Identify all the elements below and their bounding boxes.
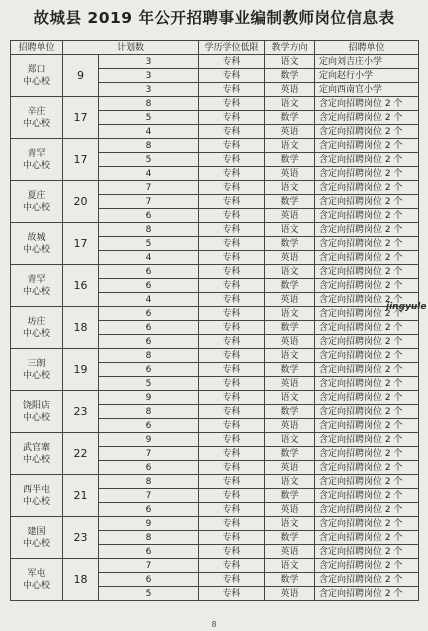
post-note: 含定向招聘岗位 2 个 xyxy=(315,503,419,517)
degree-min: 专科 xyxy=(199,335,265,349)
table-row xyxy=(11,139,419,153)
subject: 英语 xyxy=(265,209,315,223)
table-row xyxy=(11,265,419,279)
post-count: 6 xyxy=(99,209,199,223)
subject: 语文 xyxy=(265,223,315,237)
post-count: 6 xyxy=(99,335,199,349)
post-note: 定向赵行小学 xyxy=(315,69,419,83)
unit-name: 青罕 中心校 xyxy=(11,265,63,307)
post-note: 含定向招聘岗位 2 个 xyxy=(315,293,419,307)
post-note: 含定向招聘岗位 2 个 xyxy=(315,125,419,139)
post-count: 5 xyxy=(99,237,199,251)
degree-min: 专科 xyxy=(199,433,265,447)
post-note: 含定向招聘岗位 2 个 xyxy=(315,181,419,195)
post-count: 5 xyxy=(99,111,199,125)
table-header-row xyxy=(11,41,419,55)
subject: 语文 xyxy=(265,139,315,153)
degree-min: 专科 xyxy=(199,349,265,363)
unit-plan-total: 17 xyxy=(63,97,99,139)
post-note: 含定向招聘岗位 2 个 xyxy=(315,447,419,461)
subject: 数学 xyxy=(265,153,315,167)
unit-plan-total: 18 xyxy=(63,307,99,349)
subject: 英语 xyxy=(265,503,315,517)
header-post: 招聘单位 xyxy=(315,41,419,55)
post-count: 3 xyxy=(99,69,199,83)
post-note: 含定向招聘岗位 2 个 xyxy=(315,391,419,405)
post-count: 7 xyxy=(99,195,199,209)
subject: 数学 xyxy=(265,111,315,125)
post-note: 含定向招聘岗位 2 个 xyxy=(315,419,419,433)
post-note: 含定向招聘岗位 2 个 xyxy=(315,251,419,265)
post-note: 定向西南官小学 xyxy=(315,83,419,97)
post-note: 含定向招聘岗位 2 个 xyxy=(315,237,419,251)
degree-min: 专科 xyxy=(199,489,265,503)
subject: 数学 xyxy=(265,531,315,545)
post-note: 含定向招聘岗位 2 个 xyxy=(315,461,419,475)
subject: 数学 xyxy=(265,279,315,293)
post-note: 含定向招聘岗位 2 个 xyxy=(315,139,419,153)
unit-name: 夏庄 中心校 xyxy=(11,181,63,223)
subject: 语文 xyxy=(265,559,315,573)
post-note: 含定向招聘岗位 2 个 xyxy=(315,97,419,111)
unit-name: 建国 中心校 xyxy=(11,517,63,559)
post-note: 含定向招聘岗位 2 个 xyxy=(315,405,419,419)
post-note: 含定向招聘岗位 2 个 xyxy=(315,279,419,293)
degree-min: 专科 xyxy=(199,321,265,335)
post-note: 含定向招聘岗位 2 个 xyxy=(315,433,419,447)
table-row xyxy=(11,55,419,69)
post-note: 含定向招聘岗位 2 个 xyxy=(315,475,419,489)
post-note: 含定向招聘岗位 2 个 xyxy=(315,335,419,349)
unit-name: 军屯 中心校 xyxy=(11,559,63,601)
subject: 英语 xyxy=(265,293,315,307)
unit-plan-total: 16 xyxy=(63,265,99,307)
subject: 英语 xyxy=(265,461,315,475)
table-body xyxy=(11,55,419,601)
degree-min: 专科 xyxy=(199,97,265,111)
degree-min: 专科 xyxy=(199,209,265,223)
post-note: 含定向招聘岗位 2 个 xyxy=(315,195,419,209)
degree-min: 专科 xyxy=(199,545,265,559)
header-subject: 教学方向 xyxy=(265,41,315,55)
subject: 数学 xyxy=(265,321,315,335)
post-note: 含定向招聘岗位 2 个 xyxy=(315,321,419,335)
post-count: 3 xyxy=(99,83,199,97)
degree-min: 专科 xyxy=(199,139,265,153)
degree-min: 专科 xyxy=(199,419,265,433)
degree-min: 专科 xyxy=(199,237,265,251)
subject: 英语 xyxy=(265,419,315,433)
post-note: 含定向招聘岗位 2 个 xyxy=(315,559,419,573)
post-note: 含定向招聘岗位 2 个 xyxy=(315,489,419,503)
post-count: 4 xyxy=(99,125,199,139)
unit-plan-total: 9 xyxy=(63,55,99,97)
degree-min: 专科 xyxy=(199,167,265,181)
subject: 英语 xyxy=(265,251,315,265)
post-note: 含定向招聘岗位 2 个 xyxy=(315,517,419,531)
degree-min: 专科 xyxy=(199,559,265,573)
subject: 数学 xyxy=(265,489,315,503)
unit-name: 三朗 中心校 xyxy=(11,349,63,391)
subject: 英语 xyxy=(265,335,315,349)
post-count: 5 xyxy=(99,587,199,601)
unit-name: 坊庄 中心校 xyxy=(11,307,63,349)
header-unit: 招聘单位 xyxy=(11,41,63,55)
subject: 语文 xyxy=(265,349,315,363)
degree-min: 专科 xyxy=(199,531,265,545)
post-count: 6 xyxy=(99,321,199,335)
degree-min: 专科 xyxy=(199,55,265,69)
table-row xyxy=(11,391,419,405)
table-row xyxy=(11,517,419,531)
post-note: 含定向招聘岗位 2 个 xyxy=(315,223,419,237)
unit-name: 武官寨 中心校 xyxy=(11,433,63,475)
degree-min: 专科 xyxy=(199,391,265,405)
post-count: 8 xyxy=(99,405,199,419)
post-count: 7 xyxy=(99,181,199,195)
degree-min: 专科 xyxy=(199,181,265,195)
post-count: 5 xyxy=(99,377,199,391)
subject: 数学 xyxy=(265,69,315,83)
table-row xyxy=(11,433,419,447)
unit-plan-total: 19 xyxy=(63,349,99,391)
degree-min: 专科 xyxy=(199,447,265,461)
post-count: 8 xyxy=(99,531,199,545)
post-note: 含定向招聘岗位 2 个 xyxy=(315,545,419,559)
post-count: 4 xyxy=(99,167,199,181)
recruitment-table xyxy=(10,40,419,601)
post-note: 定向刘吉庄小学 xyxy=(315,55,419,69)
post-note: 含定向招聘岗位 2 个 xyxy=(315,167,419,181)
unit-plan-total: 17 xyxy=(63,223,99,265)
table-row xyxy=(11,97,419,111)
unit-name: 青罕 中心校 xyxy=(11,139,63,181)
post-count: 6 xyxy=(99,363,199,377)
unit-name: 饶阳店 中心校 xyxy=(11,391,63,433)
degree-min: 专科 xyxy=(199,125,265,139)
degree-min: 专科 xyxy=(199,363,265,377)
post-count: 8 xyxy=(99,223,199,237)
post-count: 3 xyxy=(99,55,199,69)
subject: 数学 xyxy=(265,573,315,587)
degree-min: 专科 xyxy=(199,573,265,587)
degree-min: 专科 xyxy=(199,223,265,237)
degree-min: 专科 xyxy=(199,587,265,601)
subject: 数学 xyxy=(265,363,315,377)
degree-min: 专科 xyxy=(199,153,265,167)
post-count: 7 xyxy=(99,489,199,503)
post-count: 7 xyxy=(99,559,199,573)
degree-min: 专科 xyxy=(199,377,265,391)
post-note: 含定向招聘岗位 2 个 xyxy=(315,209,419,223)
degree-min: 专科 xyxy=(199,265,265,279)
post-count: 6 xyxy=(99,461,199,475)
post-note: 含定向招聘岗位 2 个 xyxy=(315,531,419,545)
unit-plan-total: 20 xyxy=(63,181,99,223)
post-count: 7 xyxy=(99,447,199,461)
subject: 英语 xyxy=(265,167,315,181)
header-plan: 计划数 xyxy=(63,41,199,55)
unit-name: 故城 中心校 xyxy=(11,223,63,265)
subject: 英语 xyxy=(265,83,315,97)
subject: 语文 xyxy=(265,475,315,489)
post-count: 4 xyxy=(99,293,199,307)
post-count: 6 xyxy=(99,279,199,293)
table-row xyxy=(11,349,419,363)
subject: 数学 xyxy=(265,195,315,209)
post-count: 5 xyxy=(99,153,199,167)
post-count: 6 xyxy=(99,265,199,279)
subject: 语文 xyxy=(265,391,315,405)
post-count: 8 xyxy=(99,349,199,363)
unit-plan-total: 23 xyxy=(63,517,99,559)
table-row xyxy=(11,307,419,321)
subject: 英语 xyxy=(265,377,315,391)
degree-min: 专科 xyxy=(199,111,265,125)
watermark: jingyule xyxy=(386,302,427,312)
post-count: 6 xyxy=(99,419,199,433)
degree-min: 专科 xyxy=(199,251,265,265)
post-count: 4 xyxy=(99,251,199,265)
degree-min: 专科 xyxy=(199,279,265,293)
post-count: 6 xyxy=(99,573,199,587)
subject: 英语 xyxy=(265,587,315,601)
unit-name: 辛庄 中心校 xyxy=(11,97,63,139)
subject: 数学 xyxy=(265,405,315,419)
subject: 语文 xyxy=(265,433,315,447)
subject: 数学 xyxy=(265,447,315,461)
post-count: 8 xyxy=(99,139,199,153)
post-count: 6 xyxy=(99,545,199,559)
post-note: 含定向招聘岗位 2 个 xyxy=(315,111,419,125)
page-title: 故城县 2019 年公开招聘事业编制教师岗位信息表 xyxy=(33,9,395,27)
unit-name: 西半屯 中心校 xyxy=(11,475,63,517)
subject: 英语 xyxy=(265,125,315,139)
degree-min: 专科 xyxy=(199,307,265,321)
subject: 语文 xyxy=(265,181,315,195)
table-row xyxy=(11,223,419,237)
post-count: 6 xyxy=(99,307,199,321)
subject: 数学 xyxy=(265,237,315,251)
post-count: 9 xyxy=(99,433,199,447)
page-number: 8 xyxy=(211,620,217,629)
post-count: 9 xyxy=(99,391,199,405)
unit-plan-total: 22 xyxy=(63,433,99,475)
degree-min: 专科 xyxy=(199,461,265,475)
degree-min: 专科 xyxy=(199,293,265,307)
degree-min: 专科 xyxy=(199,195,265,209)
subject: 语文 xyxy=(265,55,315,69)
post-note: 含定向招聘岗位 2 个 xyxy=(315,363,419,377)
degree-min: 专科 xyxy=(199,517,265,531)
post-note: 含定向招聘岗位 2 个 xyxy=(315,573,419,587)
post-count: 9 xyxy=(99,517,199,531)
post-count: 8 xyxy=(99,97,199,111)
degree-min: 专科 xyxy=(199,405,265,419)
unit-name: 郑口 中心校 xyxy=(11,55,63,97)
degree-min: 专科 xyxy=(199,83,265,97)
degree-min: 专科 xyxy=(199,69,265,83)
unit-plan-total: 23 xyxy=(63,391,99,433)
post-note: 含定向招聘岗位 2 个 xyxy=(315,153,419,167)
unit-plan-total: 17 xyxy=(63,139,99,181)
table-row xyxy=(11,559,419,573)
post-note: 含定向招聘岗位 2 个 xyxy=(315,307,419,321)
subject: 语文 xyxy=(265,307,315,321)
subject: 语文 xyxy=(265,97,315,111)
post-count: 6 xyxy=(99,503,199,517)
subject: 英语 xyxy=(265,545,315,559)
table-row xyxy=(11,181,419,195)
header-degree: 学历学位低限 xyxy=(199,41,265,55)
subject: 语文 xyxy=(265,517,315,531)
degree-min: 专科 xyxy=(199,503,265,517)
post-note: 含定向招聘岗位 2 个 xyxy=(315,265,419,279)
post-count: 8 xyxy=(99,475,199,489)
post-note: 含定向招聘岗位 2 个 xyxy=(315,587,419,601)
post-note: 含定向招聘岗位 2 个 xyxy=(315,377,419,391)
post-note: 含定向招聘岗位 2 个 xyxy=(315,349,419,363)
unit-plan-total: 21 xyxy=(63,475,99,517)
degree-min: 专科 xyxy=(199,475,265,489)
subject: 语文 xyxy=(265,265,315,279)
unit-plan-total: 18 xyxy=(63,559,99,601)
table-row xyxy=(11,475,419,489)
